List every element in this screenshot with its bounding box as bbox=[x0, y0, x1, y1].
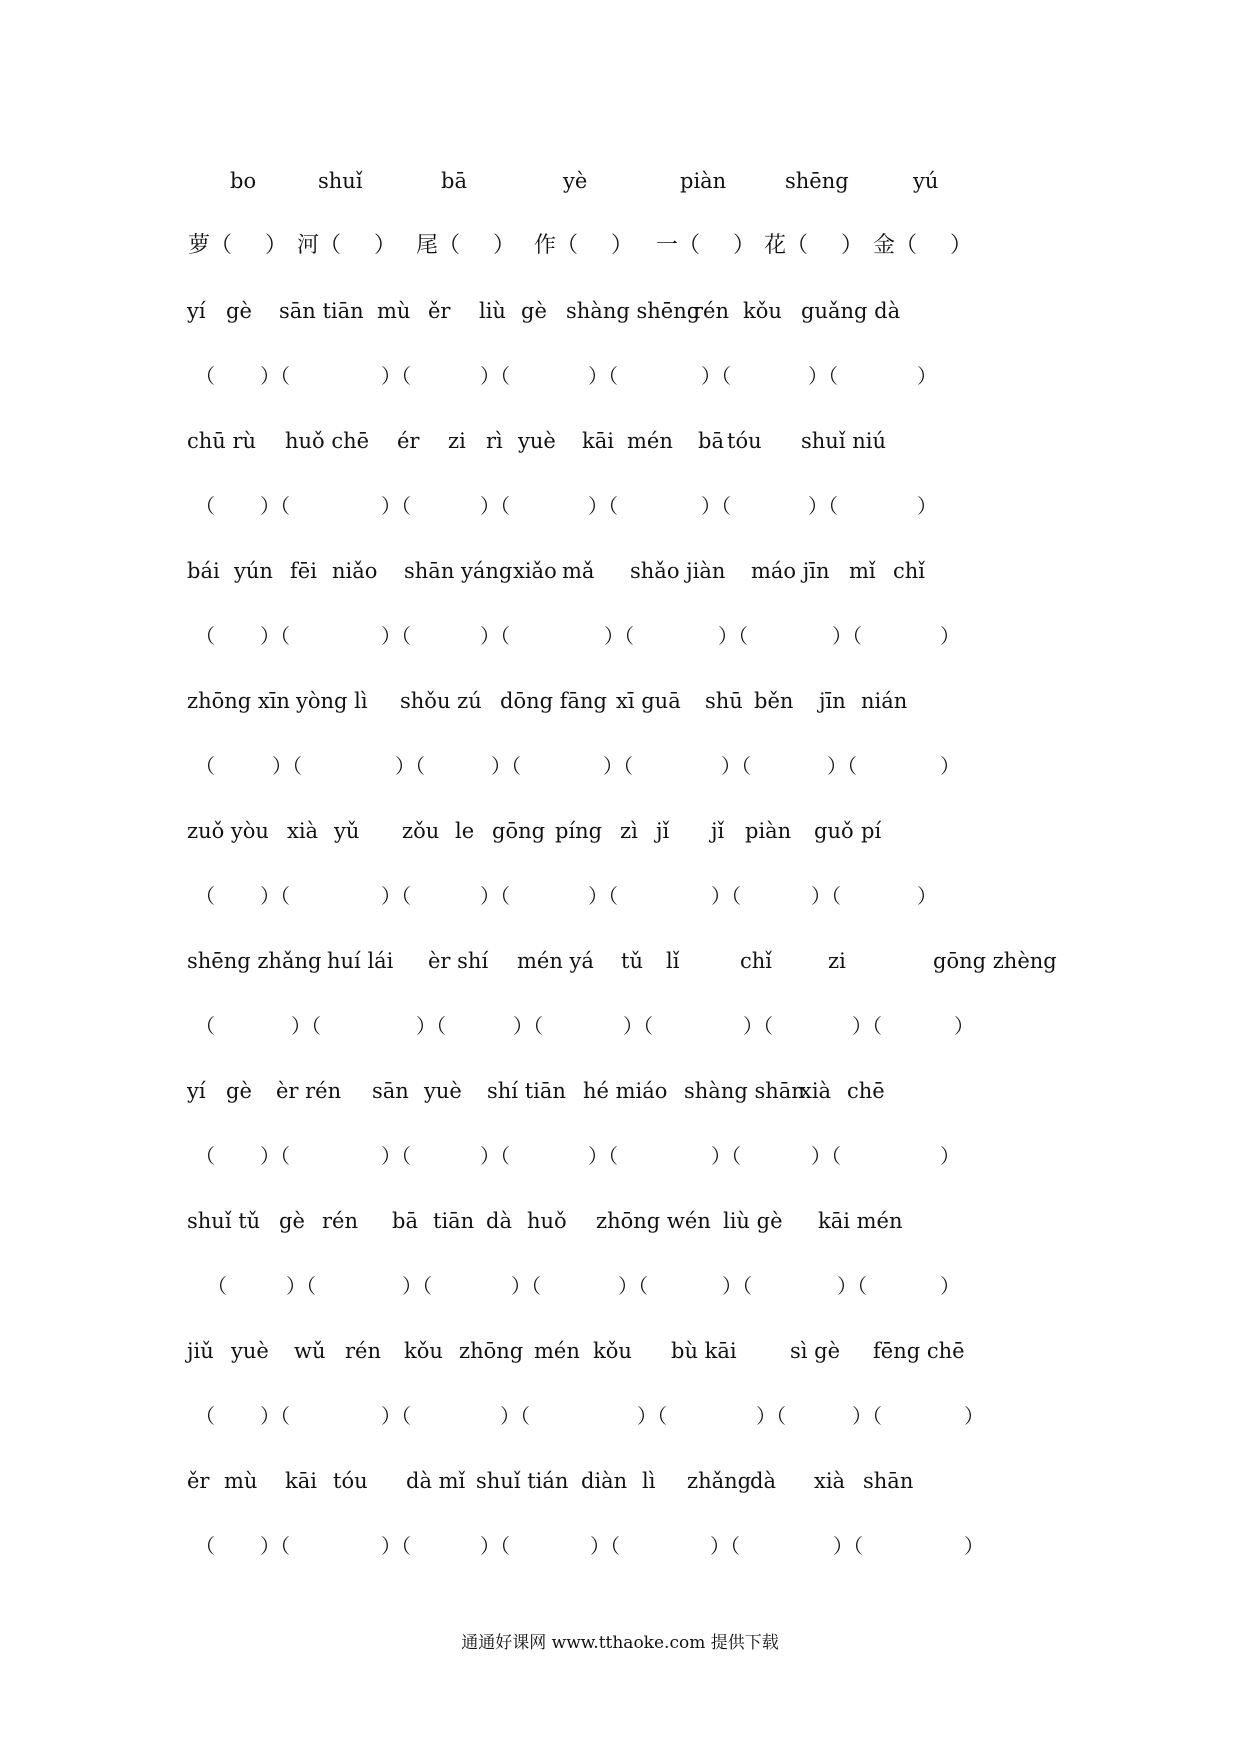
answer-parentheses: ）（ bbox=[588, 1144, 618, 1168]
answer-parentheses: ） bbox=[940, 624, 960, 648]
answer-parentheses: ）（ bbox=[588, 364, 618, 388]
pinyin-word: jiǔ bbox=[187, 1339, 214, 1363]
answer-parentheses: ）（ bbox=[260, 364, 290, 388]
answer-parentheses: ） bbox=[917, 884, 937, 908]
pinyin-word: zi bbox=[448, 429, 466, 453]
pinyin-word: yuè bbox=[424, 1079, 462, 1103]
pinyin-word: le bbox=[455, 819, 475, 843]
pinyin-word: huí lái bbox=[327, 949, 394, 973]
pinyin-word: yòng lì bbox=[296, 689, 368, 713]
hanzi-prompt-line bbox=[0, 226, 1240, 266]
answer-parentheses: （ bbox=[195, 624, 215, 648]
pinyin-word: niǎo bbox=[332, 559, 378, 583]
answer-parentheses: ）（ bbox=[588, 884, 618, 908]
pinyin-word: shǒu zú bbox=[400, 689, 482, 713]
pinyin-word: guǒ bbox=[814, 819, 854, 843]
pinyin-word: yuè bbox=[518, 429, 556, 453]
answer-parentheses: ）（ bbox=[743, 1014, 773, 1038]
pinyin-word: pí bbox=[861, 819, 882, 843]
answer-parentheses: ）（ bbox=[291, 1014, 321, 1038]
pinyin-word: jǐ bbox=[656, 819, 670, 843]
pinyin-word: bā bbox=[698, 429, 724, 453]
pinyin-word: tǔ bbox=[621, 949, 643, 973]
answer-parentheses: ）（ bbox=[721, 754, 751, 778]
hanzi-prompt: ） bbox=[265, 233, 288, 258]
hanzi-prompt: ） bbox=[950, 233, 973, 258]
pinyin-word: mén yá bbox=[517, 949, 594, 973]
answer-parentheses: ）（ bbox=[710, 1534, 740, 1558]
pinyin-word: shān yáng bbox=[404, 559, 513, 583]
answer-parentheses: ）（ bbox=[260, 884, 290, 908]
pinyin-word: gè bbox=[226, 299, 252, 323]
pinyin-word: gōng zhèng bbox=[933, 949, 1057, 973]
pinyin-word: bo bbox=[230, 169, 257, 193]
pinyin-word: mén bbox=[627, 429, 673, 453]
pinyin-word: zhōng bbox=[459, 1339, 524, 1363]
answer-parentheses: ）（ bbox=[833, 1534, 863, 1558]
pinyin-word: gè bbox=[279, 1209, 305, 1233]
answer-parentheses: （ bbox=[195, 1404, 215, 1428]
hanzi-prompt: 萝（ bbox=[188, 233, 233, 258]
answer-parentheses: ）（ bbox=[590, 1534, 620, 1558]
answer-parentheses: ）（ bbox=[381, 1534, 411, 1558]
pinyin-word: nián bbox=[861, 689, 908, 713]
answer-parentheses: ）（ bbox=[832, 624, 862, 648]
hanzi-prompt: 作（ bbox=[534, 233, 579, 258]
pinyin-word: liù bbox=[479, 299, 506, 323]
pinyin-word: kǒu bbox=[404, 1339, 443, 1363]
pinyin-word: chǐ bbox=[893, 559, 926, 583]
answer-parentheses: ）（ bbox=[701, 494, 731, 518]
hanzi-prompt: 一（ bbox=[656, 233, 701, 258]
answer-parentheses: ）（ bbox=[588, 494, 618, 518]
answer-parentheses: ）（ bbox=[808, 364, 838, 388]
answer-parentheses: （ bbox=[195, 754, 215, 778]
answer-parentheses: ） bbox=[940, 1274, 960, 1298]
pinyin-word: sì gè bbox=[790, 1339, 841, 1363]
hanzi-prompt: 金（ bbox=[873, 233, 918, 258]
pinyin-word: chē bbox=[847, 1079, 885, 1103]
pinyin-word: rì bbox=[486, 429, 503, 453]
answer-parentheses: ）（ bbox=[637, 1404, 667, 1428]
pinyin-line bbox=[0, 1201, 1240, 1241]
pinyin-word: dà bbox=[486, 1209, 512, 1233]
answer-parentheses: ）（ bbox=[381, 1404, 411, 1428]
answer-parentheses: ）（ bbox=[623, 1014, 653, 1038]
answer-parentheses: ）（ bbox=[722, 1274, 752, 1298]
pinyin-line bbox=[0, 681, 1240, 721]
pinyin-word: ér bbox=[397, 429, 420, 453]
pinyin-word: xiǎo bbox=[513, 559, 557, 583]
answer-parentheses: ）（ bbox=[711, 1144, 741, 1168]
answer-parentheses: ）（ bbox=[511, 1274, 541, 1298]
pinyin-word: zǒu bbox=[402, 819, 440, 843]
answer-parentheses: （ bbox=[207, 1274, 227, 1298]
answer-parentheses: ）（ bbox=[837, 1274, 867, 1298]
answer-parentheses: ）（ bbox=[286, 1274, 316, 1298]
pinyin-line bbox=[0, 811, 1240, 851]
answer-parentheses: ）（ bbox=[480, 1534, 510, 1558]
pinyin-word: wǔ bbox=[294, 1339, 326, 1363]
pinyin-word: liù gè bbox=[723, 1209, 783, 1233]
answer-parentheses: ）（ bbox=[756, 1404, 786, 1428]
pinyin-word: huǒ chē bbox=[285, 429, 370, 453]
pinyin-word: mù bbox=[224, 1469, 258, 1493]
pinyin-word: diàn bbox=[581, 1469, 628, 1493]
answer-parentheses: ）（ bbox=[852, 1014, 882, 1038]
answer-parentheses: （ bbox=[195, 1014, 215, 1038]
pinyin-line bbox=[0, 551, 1240, 591]
answer-parentheses: ）（ bbox=[480, 494, 510, 518]
pinyin-word: gōng bbox=[492, 819, 546, 843]
pinyin-word: mǐ bbox=[849, 559, 876, 583]
pinyin-word: máo jīn bbox=[751, 559, 830, 583]
answer-blank-line bbox=[0, 1006, 1240, 1046]
pinyin-word: zì bbox=[620, 819, 638, 843]
pinyin-word: shuǐ bbox=[318, 169, 363, 193]
pinyin-word: bā bbox=[392, 1209, 418, 1233]
pinyin-word: zi bbox=[828, 949, 846, 973]
pinyin-word: shuǐ tǔ bbox=[187, 1209, 261, 1233]
pinyin-word: shēng bbox=[785, 169, 849, 193]
pinyin-word: dōng fāng bbox=[500, 689, 607, 713]
pinyin-word: xià bbox=[800, 1079, 832, 1103]
hanzi-prompt: ） bbox=[374, 233, 397, 258]
answer-blank-line bbox=[0, 1526, 1240, 1566]
pinyin-word: yuè bbox=[231, 1339, 269, 1363]
answer-blank-line bbox=[0, 616, 1240, 656]
answer-blank-line bbox=[0, 876, 1240, 916]
answer-parentheses: （ bbox=[195, 494, 215, 518]
page-footer: 通通好课网 www.tthaoke.com 提供下载 bbox=[461, 1633, 779, 1653]
pinyin-word: chǐ bbox=[740, 949, 773, 973]
pinyin-word: tóu bbox=[333, 1469, 368, 1493]
hanzi-prompt: 尾（ bbox=[416, 233, 461, 258]
answer-parentheses: ） bbox=[917, 364, 937, 388]
answer-blank-line bbox=[0, 746, 1240, 786]
pinyin-word: mén bbox=[534, 1339, 580, 1363]
answer-parentheses: （ bbox=[195, 884, 215, 908]
hanzi-prompt: ） bbox=[611, 233, 634, 258]
pinyin-word: sān bbox=[372, 1079, 409, 1103]
answer-parentheses: ）（ bbox=[480, 624, 510, 648]
answer-parentheses: ）（ bbox=[272, 754, 302, 778]
answer-parentheses: ）（ bbox=[701, 364, 731, 388]
answer-parentheses: ）（ bbox=[603, 754, 633, 778]
pinyin-word: lì bbox=[642, 1469, 656, 1493]
pinyin-word: ěr bbox=[187, 1469, 210, 1493]
pinyin-word: yí bbox=[187, 299, 206, 323]
answer-parentheses: ） bbox=[917, 494, 937, 518]
answer-parentheses: ） bbox=[940, 1144, 960, 1168]
answer-parentheses: ）（ bbox=[618, 1274, 648, 1298]
answer-parentheses: ）（ bbox=[480, 364, 510, 388]
answer-parentheses: ）（ bbox=[381, 494, 411, 518]
answer-parentheses: ）（ bbox=[852, 1404, 882, 1428]
pinyin-word: shàng shēng bbox=[566, 299, 701, 323]
pinyin-word: xī guā bbox=[616, 689, 681, 713]
pinyin-word: bái bbox=[187, 559, 220, 583]
pinyin-word: gè bbox=[226, 1079, 252, 1103]
answer-parentheses: ）（ bbox=[381, 1144, 411, 1168]
answer-parentheses: ）（ bbox=[260, 1534, 290, 1558]
answer-parentheses: ）（ bbox=[808, 494, 838, 518]
hanzi-prompt: ） bbox=[493, 233, 516, 258]
answer-parentheses: ）（ bbox=[395, 754, 425, 778]
answer-parentheses: ）（ bbox=[513, 1014, 543, 1038]
pinyin-word: mù bbox=[377, 299, 411, 323]
answer-blank-line bbox=[0, 1136, 1240, 1176]
pinyin-word: chū rù bbox=[187, 429, 257, 453]
answer-parentheses: ）（ bbox=[500, 1404, 530, 1428]
answer-parentheses: ）（ bbox=[480, 884, 510, 908]
pinyin-word: yǔ bbox=[334, 819, 360, 843]
answer-parentheses: ）（ bbox=[260, 1144, 290, 1168]
pinyin-word: kāi bbox=[285, 1469, 317, 1493]
answer-parentheses: （ bbox=[195, 1534, 215, 1558]
pinyin-word: èr shí bbox=[428, 949, 489, 973]
answer-parentheses: ）（ bbox=[260, 1404, 290, 1428]
answer-blank-line bbox=[0, 486, 1240, 526]
pinyin-word: dà mǐ bbox=[406, 1469, 466, 1493]
answer-parentheses: ）（ bbox=[718, 624, 748, 648]
pinyin-word: ěr bbox=[428, 299, 451, 323]
pinyin-word: zuǒ yòu bbox=[187, 819, 269, 843]
pinyin-word: kāi mén bbox=[818, 1209, 903, 1233]
answer-parentheses: ）（ bbox=[260, 624, 290, 648]
pinyin-word: shēng zhǎng bbox=[187, 949, 322, 973]
pinyin-word: shuǐ niú bbox=[801, 429, 886, 453]
pinyin-line bbox=[0, 941, 1240, 981]
answer-parentheses: ） bbox=[964, 1534, 984, 1558]
answer-parentheses: ）（ bbox=[491, 754, 521, 778]
pinyin-line bbox=[0, 421, 1240, 461]
pinyin-word: jīn bbox=[819, 689, 846, 713]
pinyin-word: fēi bbox=[290, 559, 317, 583]
pinyin-word: píng bbox=[555, 819, 603, 843]
pinyin-word: rén bbox=[345, 1339, 381, 1363]
pinyin-word: bù kāi bbox=[671, 1339, 737, 1363]
pinyin-word: yú bbox=[913, 169, 939, 193]
answer-parentheses: ）（ bbox=[827, 754, 857, 778]
pinyin-word: huǒ bbox=[527, 1209, 567, 1233]
answer-parentheses: ）（ bbox=[416, 1014, 446, 1038]
pinyin-word: mǎ bbox=[562, 559, 595, 583]
pinyin-line bbox=[0, 291, 1240, 331]
answer-parentheses: ）（ bbox=[811, 884, 841, 908]
pinyin-word: zhōng wén bbox=[596, 1209, 711, 1233]
answer-parentheses: ）（ bbox=[402, 1274, 432, 1298]
hanzi-prompt: 花（ bbox=[764, 233, 809, 258]
answer-blank-line bbox=[0, 1396, 1240, 1436]
hanzi-prompt: 河（ bbox=[297, 233, 342, 258]
pinyin-word: shān bbox=[863, 1469, 914, 1493]
pinyin-word: tiān bbox=[433, 1209, 475, 1233]
answer-parentheses: （ bbox=[195, 1144, 215, 1168]
pinyin-word: shuǐ tián bbox=[476, 1469, 569, 1493]
pinyin-word: kǒu bbox=[743, 299, 782, 323]
pinyin-word: yè bbox=[563, 169, 588, 193]
hanzi-prompt: ） bbox=[841, 233, 864, 258]
pinyin-word: èr rén bbox=[276, 1079, 342, 1103]
pinyin-word: shí tiān bbox=[487, 1079, 566, 1103]
pinyin-word: gè bbox=[521, 299, 547, 323]
answer-parentheses: ）（ bbox=[381, 624, 411, 648]
answer-parentheses: ）（ bbox=[480, 1144, 510, 1168]
pinyin-word: sān tiān bbox=[279, 299, 364, 323]
pinyin-word: zhōng xīn bbox=[187, 689, 290, 713]
pinyin-word: zhǎng bbox=[687, 1469, 752, 1493]
answer-parentheses: ）（ bbox=[381, 364, 411, 388]
answer-parentheses: ） bbox=[940, 754, 960, 778]
pinyin-word: shǎo jiàn bbox=[630, 559, 726, 583]
answer-blank-line bbox=[0, 1266, 1240, 1306]
pinyin-word: shū bbox=[705, 689, 743, 713]
answer-parentheses: ）（ bbox=[260, 494, 290, 518]
pinyin-line bbox=[0, 161, 1240, 201]
hanzi-prompt: ） bbox=[733, 233, 756, 258]
pinyin-word: xià bbox=[814, 1469, 846, 1493]
pinyin-word: piàn bbox=[745, 819, 792, 843]
answer-parentheses: ） bbox=[964, 1404, 984, 1428]
pinyin-word: kǒu bbox=[593, 1339, 632, 1363]
pinyin-word: guǎng dà bbox=[801, 299, 901, 323]
answer-parentheses: ）（ bbox=[811, 1144, 841, 1168]
pinyin-word: rén bbox=[693, 299, 729, 323]
pinyin-word: xià bbox=[287, 819, 319, 843]
answer-blank-line bbox=[0, 356, 1240, 396]
pinyin-word: jǐ bbox=[711, 819, 725, 843]
pinyin-word: hé miáo bbox=[583, 1079, 668, 1103]
answer-parentheses: （ bbox=[195, 364, 215, 388]
pinyin-line bbox=[0, 1461, 1240, 1501]
pinyin-word: bā bbox=[441, 169, 467, 193]
pinyin-word: fēng chē bbox=[873, 1339, 965, 1363]
pinyin-word: tóu bbox=[727, 429, 762, 453]
pinyin-word: yí bbox=[187, 1079, 206, 1103]
pinyin-word: dà bbox=[750, 1469, 776, 1493]
pinyin-word: běn bbox=[754, 689, 794, 713]
pinyin-line bbox=[0, 1071, 1240, 1111]
pinyin-word: yún bbox=[234, 559, 273, 583]
pinyin-word: lǐ bbox=[666, 949, 680, 973]
answer-parentheses: ）（ bbox=[604, 624, 634, 648]
pinyin-word: rén bbox=[322, 1209, 358, 1233]
answer-parentheses: ）（ bbox=[381, 884, 411, 908]
pinyin-word: piàn bbox=[680, 169, 727, 193]
pinyin-word: kāi bbox=[582, 429, 614, 453]
pinyin-line bbox=[0, 1331, 1240, 1371]
answer-parentheses: ） bbox=[954, 1014, 974, 1038]
pinyin-word: shàng shān bbox=[684, 1079, 805, 1103]
answer-parentheses: ）（ bbox=[711, 884, 741, 908]
